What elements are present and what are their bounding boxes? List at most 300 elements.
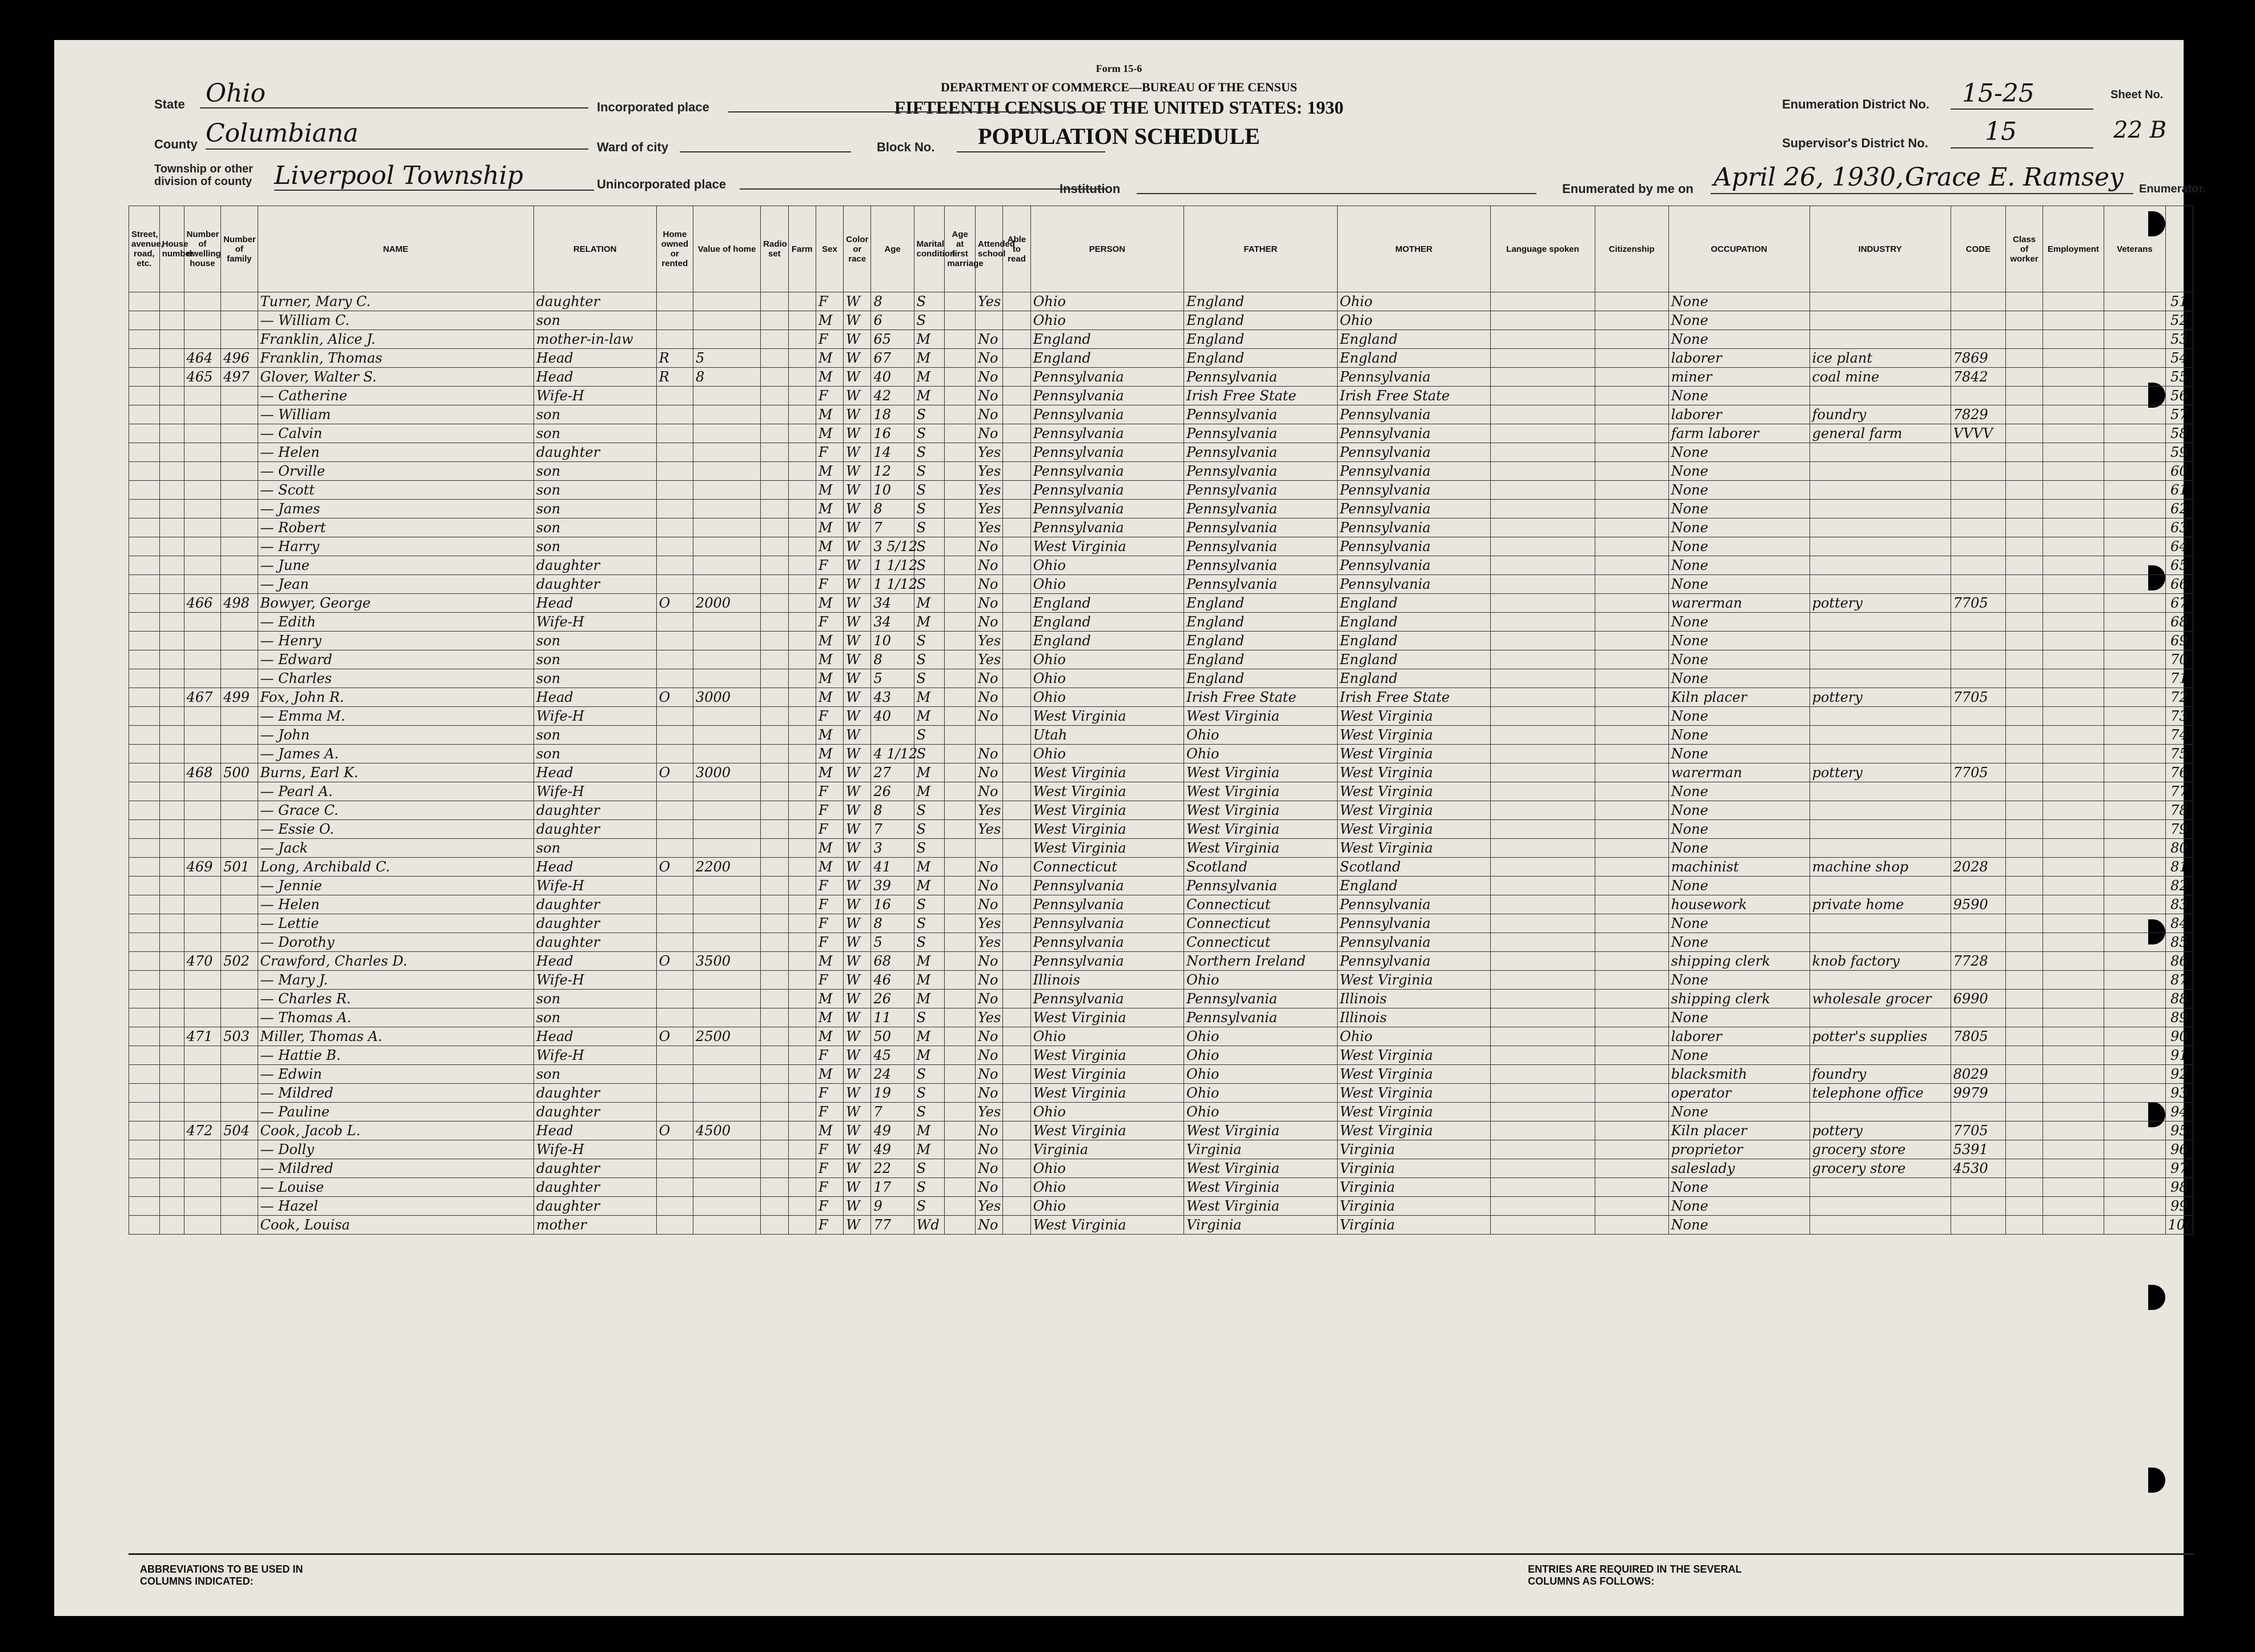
veteran-cell [2104,858,2165,877]
citizenship-cell [1595,726,1668,745]
industry-cell [1809,820,1951,839]
radio-cell [761,443,788,462]
father-birthplace-cell: West Virginia [1184,839,1337,858]
owned-cell [656,877,693,895]
family-cell [221,518,258,537]
value-cell [693,669,761,688]
veteran-cell [2104,518,2165,537]
veteran-cell [2104,914,2165,933]
language-cell [1491,1065,1595,1084]
employment-cell [2043,745,2104,763]
line-number-cell: 91 [2165,1046,2193,1065]
read-cell [1003,311,1030,330]
owned-cell [656,1065,693,1084]
col-header-occupation: OCCUPATION [1668,206,1809,292]
school-cell: No [976,1065,1003,1084]
father-birthplace-cell: Scotland [1184,858,1337,877]
code-cell [1951,292,2006,311]
age-cell: 40 [871,707,914,726]
marital-cell: S [914,895,945,914]
col-header-age: Age [871,206,914,292]
sex-cell: F [816,914,843,933]
name-cell: — James [258,500,533,518]
value-cell [693,971,761,990]
birthplace-cell: Ohio [1030,669,1183,688]
read-cell [1003,858,1030,877]
father-birthplace-cell: West Virginia [1184,801,1337,820]
birthplace-cell: Pennsylvania [1030,424,1183,443]
language-cell [1491,1122,1595,1140]
citizenship-cell [1595,349,1668,368]
school-cell: Yes [976,292,1003,311]
relation-cell: daughter [533,292,656,311]
house-cell [159,1008,184,1027]
language-cell [1491,1159,1595,1178]
farm-cell [788,292,816,311]
line-number-cell: 100 [2165,1216,2193,1235]
mother-birthplace-cell: Virginia [1337,1178,1490,1197]
table-row [129,1065,2193,1084]
sex-cell: F [816,877,843,895]
citizenship-cell [1595,424,1668,443]
dwelling-cell [184,537,220,556]
relation-cell: Wife-H [533,707,656,726]
relation-cell: daughter [533,1103,656,1122]
mother-birthplace-cell: Pennsylvania [1337,481,1490,500]
code-cell [1951,877,2006,895]
street-cell [129,481,160,500]
house-cell [159,556,184,575]
veteran-cell [2104,933,2165,952]
employment-cell [2043,877,2104,895]
industry-cell [1809,1103,1951,1122]
veteran-cell [2104,424,2165,443]
marital-cell: S [914,500,945,518]
line-number-cell: 93 [2165,1084,2193,1103]
marital-cell: M [914,330,945,349]
birthplace-cell: Pennsylvania [1030,933,1183,952]
read-cell [1003,895,1030,914]
class-worker-cell [2006,1103,2043,1122]
citizenship-cell [1595,1103,1668,1122]
name-cell: — Dolly [258,1140,533,1159]
name-cell: — John [258,726,533,745]
table-row [129,707,2193,726]
code-cell: 7842 [1951,368,2006,387]
value-cell [693,481,761,500]
house-cell [159,1027,184,1046]
school-cell: No [976,349,1003,368]
citizenship-cell [1595,763,1668,782]
school-cell: Yes [976,462,1003,481]
birthplace-cell: Ohio [1030,292,1183,311]
col-header-read: Able to read [1003,206,1030,292]
veteran-cell [2104,820,2165,839]
value-cell [693,292,761,311]
race-cell: W [844,537,871,556]
house-cell [159,462,184,481]
name-cell: — Hazel [258,1197,533,1216]
occupation-cell: None [1668,462,1809,481]
code-cell [1951,518,2006,537]
code-cell [1951,1103,2006,1122]
age-cell: 34 [871,594,914,613]
industry-cell [1809,443,1951,462]
class-worker-cell [2006,575,2043,594]
name-cell: — Mildred [258,1084,533,1103]
read-cell [1003,1140,1030,1159]
race-cell: W [844,311,871,330]
farm-cell [788,1027,816,1046]
block-label: Block No. [877,140,935,154]
value-cell: 5 [693,349,761,368]
col-header-code: CODE [1951,206,2006,292]
industry-cell [1809,311,1951,330]
farm-cell [788,782,816,801]
sex-cell: F [816,782,843,801]
employment-cell [2043,518,2104,537]
family-cell [221,1008,258,1027]
veteran-cell [2104,1084,2165,1103]
code-cell: 6990 [1951,990,2006,1008]
relation-cell: son [533,462,656,481]
industry-cell [1809,971,1951,990]
owned-cell: R [656,368,693,387]
marital-cell: M [914,782,945,801]
occupation-cell: None [1668,1046,1809,1065]
citizenship-cell [1595,990,1668,1008]
code-cell [1951,820,2006,839]
street-cell [129,971,160,990]
industry-cell [1809,575,1951,594]
mother-birthplace-cell: Pennsylvania [1337,368,1490,387]
line-number-cell: 99 [2165,1197,2193,1216]
relation-cell: Wife-H [533,1046,656,1065]
code-cell [1951,632,2006,650]
dwelling-cell [184,575,220,594]
family-cell [221,405,258,424]
relation-cell: Wife-H [533,387,656,405]
citizenship-cell [1595,1008,1668,1027]
marital-cell: M [914,594,945,613]
industry-cell: telephone office [1809,1084,1951,1103]
farm-cell [788,500,816,518]
birthplace-cell: West Virginia [1030,763,1183,782]
birthplace-cell: Pennsylvania [1030,500,1183,518]
race-cell: W [844,443,871,462]
language-cell [1491,1197,1595,1216]
farm-cell [788,575,816,594]
school-cell: No [976,387,1003,405]
value-cell: 2200 [693,858,761,877]
occupation-cell: None [1668,820,1809,839]
sheet-value: 22 B [2113,117,2167,143]
radio-cell [761,650,788,669]
line-number-cell: 84 [2165,914,2193,933]
sex-cell: M [816,537,843,556]
citizenship-cell [1595,895,1668,914]
owned-cell [656,556,693,575]
farm-cell [788,990,816,1008]
race-cell: W [844,782,871,801]
school-cell: No [976,1178,1003,1197]
house-cell [159,782,184,801]
dwelling-cell: 469 [184,858,220,877]
language-cell [1491,518,1595,537]
birthplace-cell: England [1030,349,1183,368]
language-cell [1491,311,1595,330]
occupation-cell: None [1668,650,1809,669]
col-header-age-first-marriage: Age at first marriage [945,206,976,292]
class-worker-cell [2006,1008,2043,1027]
table-row [129,990,2193,1008]
relation-cell: Head [533,763,656,782]
language-cell [1491,763,1595,782]
school-cell: No [976,688,1003,707]
language-cell [1491,405,1595,424]
dwelling-cell: 465 [184,368,220,387]
class-worker-cell [2006,707,2043,726]
mother-birthplace-cell: West Virginia [1337,782,1490,801]
citizenship-cell [1595,1027,1668,1046]
age-cell: 49 [871,1140,914,1159]
marital-cell: S [914,1197,945,1216]
col-header-name: NAME [258,206,533,292]
veteran-cell [2104,688,2165,707]
language-cell [1491,971,1595,990]
street-cell [129,801,160,820]
birthplace-cell: Ohio [1030,1103,1183,1122]
read-cell [1003,952,1030,971]
owned-cell [656,650,693,669]
value-cell [693,1216,761,1235]
father-birthplace-cell: Connecticut [1184,914,1337,933]
school-cell: No [976,858,1003,877]
occupation-cell: None [1668,443,1809,462]
class-worker-cell [2006,1216,2043,1235]
language-cell [1491,292,1595,311]
sex-cell: M [816,650,843,669]
mother-birthplace-cell: Illinois [1337,990,1490,1008]
dwelling-cell [184,839,220,858]
citizenship-cell [1595,481,1668,500]
code-cell: 7705 [1951,594,2006,613]
code-cell: VVVV [1951,424,2006,443]
mother-birthplace-cell: Pennsylvania [1337,537,1490,556]
age-cell: 14 [871,443,914,462]
mother-birthplace-cell: Pennsylvania [1337,556,1490,575]
sex-cell: F [816,1216,843,1235]
industry-cell [1809,387,1951,405]
citizenship-cell [1595,330,1668,349]
value-cell: 8 [693,368,761,387]
class-worker-cell [2006,613,2043,632]
citizenship-cell [1595,387,1668,405]
name-cell: — Edwin [258,1065,533,1084]
name-cell: — Calvin [258,424,533,443]
dwelling-cell [184,1197,220,1216]
family-cell: 502 [221,952,258,971]
table-row [129,387,2193,405]
name-cell: Cook, Jacob L. [258,1122,533,1140]
family-cell [221,632,258,650]
county-value: Columbiana [206,119,359,148]
citizenship-cell [1595,707,1668,726]
radio-cell [761,1159,788,1178]
name-cell: — Grace C. [258,801,533,820]
township-label: Township or other division of county [154,163,253,188]
first-marriage-cell [945,462,976,481]
marital-cell: S [914,556,945,575]
sex-cell: M [816,594,843,613]
name-cell: — Edith [258,613,533,632]
enum-district-value: 15-25 [1962,79,2035,108]
industry-cell [1809,330,1951,349]
table-row [129,933,2193,952]
birthplace-cell: Pennsylvania [1030,518,1183,537]
value-cell: 3000 [693,763,761,782]
employment-cell [2043,292,2104,311]
birthplace-cell: England [1030,594,1183,613]
line-number-cell: 80 [2165,839,2193,858]
veteran-cell [2104,1065,2165,1084]
occupation-cell: miner [1668,368,1809,387]
house-cell [159,707,184,726]
read-cell [1003,782,1030,801]
employment-cell [2043,1008,2104,1027]
punch-hole [2148,1468,2165,1493]
col-header-marital: Marital condition [914,206,945,292]
race-cell: W [844,990,871,1008]
code-cell: 7705 [1951,1122,2006,1140]
house-cell [159,1122,184,1140]
race-cell: W [844,632,871,650]
owned-cell [656,481,693,500]
industry-cell [1809,782,1951,801]
father-birthplace-cell: Virginia [1184,1216,1337,1235]
farm-cell [788,443,816,462]
age-cell: 65 [871,330,914,349]
read-cell [1003,537,1030,556]
veteran-cell [2104,1159,2165,1178]
ward-line [680,151,851,152]
father-birthplace-cell: West Virginia [1184,1178,1337,1197]
radio-cell [761,820,788,839]
employment-cell [2043,424,2104,443]
father-birthplace-cell: Pennsylvania [1184,424,1337,443]
family-cell [221,707,258,726]
value-cell [693,632,761,650]
veteran-cell [2104,1046,2165,1065]
veteran-cell [2104,481,2165,500]
marital-cell: S [914,650,945,669]
language-cell [1491,613,1595,632]
relation-cell: mother [533,1216,656,1235]
owned-cell [656,424,693,443]
marital-cell: M [914,990,945,1008]
read-cell [1003,1065,1030,1084]
race-cell: W [844,500,871,518]
family-cell: 496 [221,349,258,368]
relation-cell: daughter [533,914,656,933]
employment-cell [2043,462,2104,481]
sex-cell: M [816,1122,843,1140]
veteran-cell [2104,368,2165,387]
father-birthplace-cell: England [1184,292,1337,311]
employment-cell [2043,688,2104,707]
birthplace-cell: Ohio [1030,650,1183,669]
veteran-cell [2104,594,2165,613]
sex-cell: F [816,575,843,594]
family-cell: 498 [221,594,258,613]
citizenship-cell [1595,1046,1668,1065]
language-cell [1491,594,1595,613]
house-cell [159,895,184,914]
language-cell [1491,462,1595,481]
dwelling-cell [184,914,220,933]
father-birthplace-cell: Ohio [1184,1027,1337,1046]
family-cell [221,839,258,858]
veteran-cell [2104,1122,2165,1140]
employment-cell [2043,669,2104,688]
sex-cell: M [816,726,843,745]
first-marriage-cell [945,1216,976,1235]
table-row [129,1159,2193,1178]
house-cell [159,745,184,763]
house-cell [159,500,184,518]
dwelling-cell [184,292,220,311]
enum-district-label: Enumeration District No. [1782,97,1929,111]
school-cell: No [976,669,1003,688]
code-cell: 9979 [1951,1084,2006,1103]
mother-birthplace-cell: West Virginia [1337,820,1490,839]
read-cell [1003,1027,1030,1046]
birthplace-cell: Pennsylvania [1030,481,1183,500]
employment-cell [2043,575,2104,594]
read-cell [1003,745,1030,763]
class-worker-cell [2006,1046,2043,1065]
citizenship-cell [1595,443,1668,462]
father-birthplace-cell: West Virginia [1184,1159,1337,1178]
line-number-cell: 81 [2165,858,2193,877]
table-row [129,1197,2193,1216]
family-cell [221,1159,258,1178]
table-row [129,424,2193,443]
line-number-cell: 51 [2165,292,2193,311]
relation-cell: son [533,424,656,443]
school-cell: No [976,877,1003,895]
birthplace-cell: Pennsylvania [1030,462,1183,481]
code-cell [1951,669,2006,688]
code-cell [1951,575,2006,594]
relation-cell: Wife-H [533,1140,656,1159]
first-marriage-cell [945,1046,976,1065]
language-cell [1491,368,1595,387]
radio-cell [761,726,788,745]
marital-cell: M [914,368,945,387]
read-cell [1003,1046,1030,1065]
radio-cell [761,1027,788,1046]
age-cell: 19 [871,1084,914,1103]
citizenship-cell [1595,537,1668,556]
dwelling-cell [184,1065,220,1084]
owned-cell [656,632,693,650]
owned-cell [656,613,693,632]
line-number-cell: 67 [2165,594,2193,613]
street-cell [129,405,160,424]
citizenship-cell [1595,914,1668,933]
radio-cell [761,1084,788,1103]
